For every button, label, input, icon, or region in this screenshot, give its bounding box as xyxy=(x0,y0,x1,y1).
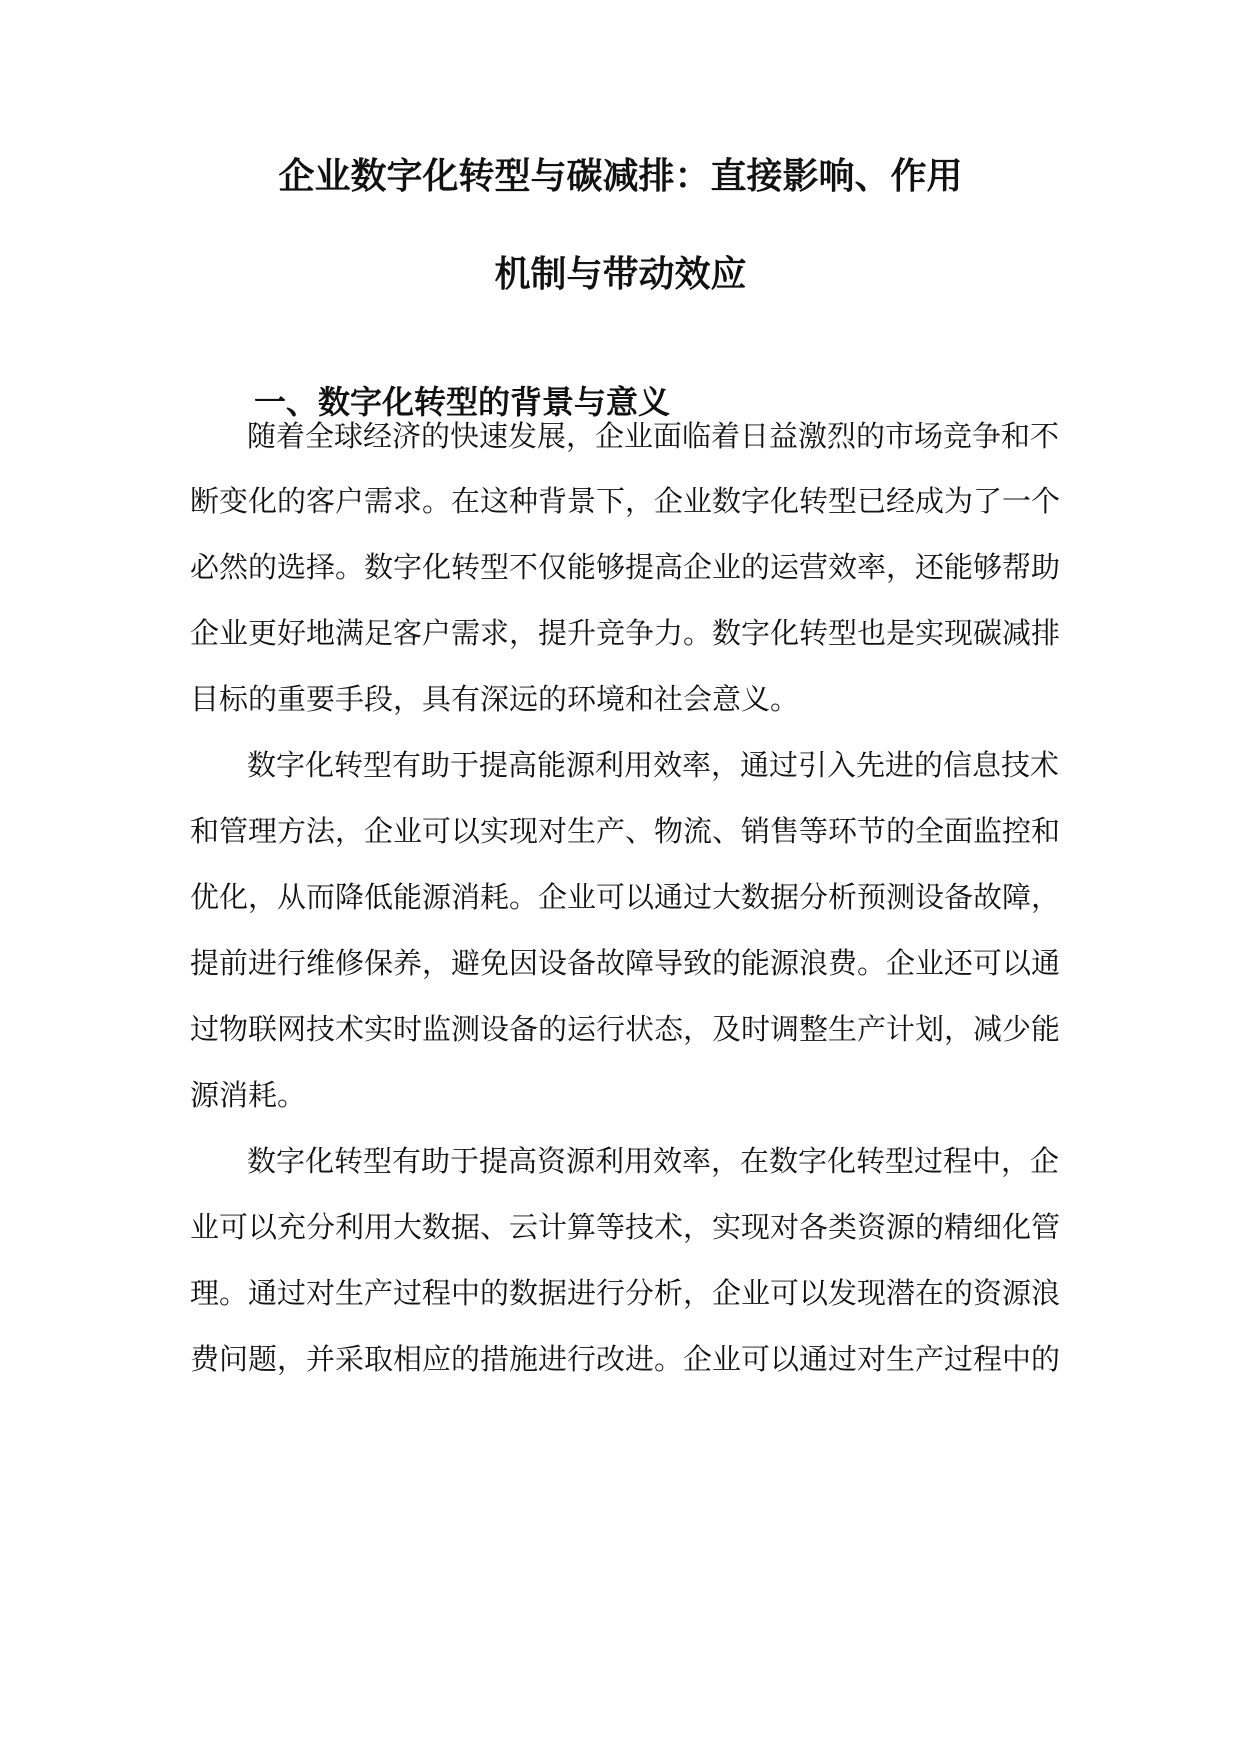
paragraph-2-line-4: 提前进行维修保养，避免因设备故障导致的能源浪费。企业还可以通 xyxy=(190,946,1061,980)
paragraph-1-line-3: 必然的选择。数字化转型不仅能够提高企业的运营效率，还能够帮助 xyxy=(190,550,1061,584)
paragraph-3-line-4: 费问题，并采取相应的措施进行改进。企业可以通过对生产过程中的 xyxy=(190,1342,1061,1376)
paragraph-2-line-2: 和管理方法，企业可以实现对生产、物流、销售等环节的全面监控和 xyxy=(190,814,1061,848)
paragraph-2-line-1: 数字化转型有助于提高能源利用效率，通过引入先进的信息技术 xyxy=(247,748,1060,782)
paragraph-1-line-2: 断变化的客户需求。在这种背景下，企业数字化转型已经成为了一个 xyxy=(190,484,1061,518)
paragraph-3-line-1: 数字化转型有助于提高资源利用效率，在数字化转型过程中，企 xyxy=(247,1144,1060,1178)
paragraph-1-line-1: 随着全球经济的快速发展，企业面临着日益激烈的市场竞争和不 xyxy=(247,419,1060,453)
document-title-line-1: 企业数字化转型与碳减排：直接影响、作用 xyxy=(278,155,963,197)
document-title-line-2: 机制与带动效应 xyxy=(494,253,747,295)
paragraph-3-line-2: 业可以充分利用大数据、云计算等技术，实现对各类资源的精细化管 xyxy=(190,1210,1061,1244)
paragraph-2-line-5: 过物联网技术实时监测设备的运行状态，及时调整生产计划，减少能 xyxy=(190,1012,1061,1046)
paragraph-3-line-3: 理。通过对生产过程中的数据进行分析，企业可以发现潜在的资源浪 xyxy=(190,1276,1061,1310)
section-heading: 一、数字化转型的背景与意义 xyxy=(254,383,671,421)
paragraph-1-line-5: 目标的重要手段，具有深远的环境和社会意义。 xyxy=(190,682,800,716)
paragraph-1-line-4: 企业更好地满足客户需求，提升竞争力。数字化转型也是实现碳减排 xyxy=(190,616,1061,650)
paragraph-2-line-3: 优化，从而降低能源消耗。企业可以通过大数据分析预测设备故障， xyxy=(190,880,1061,914)
paragraph-2-line-6: 源消耗。 xyxy=(190,1078,307,1112)
